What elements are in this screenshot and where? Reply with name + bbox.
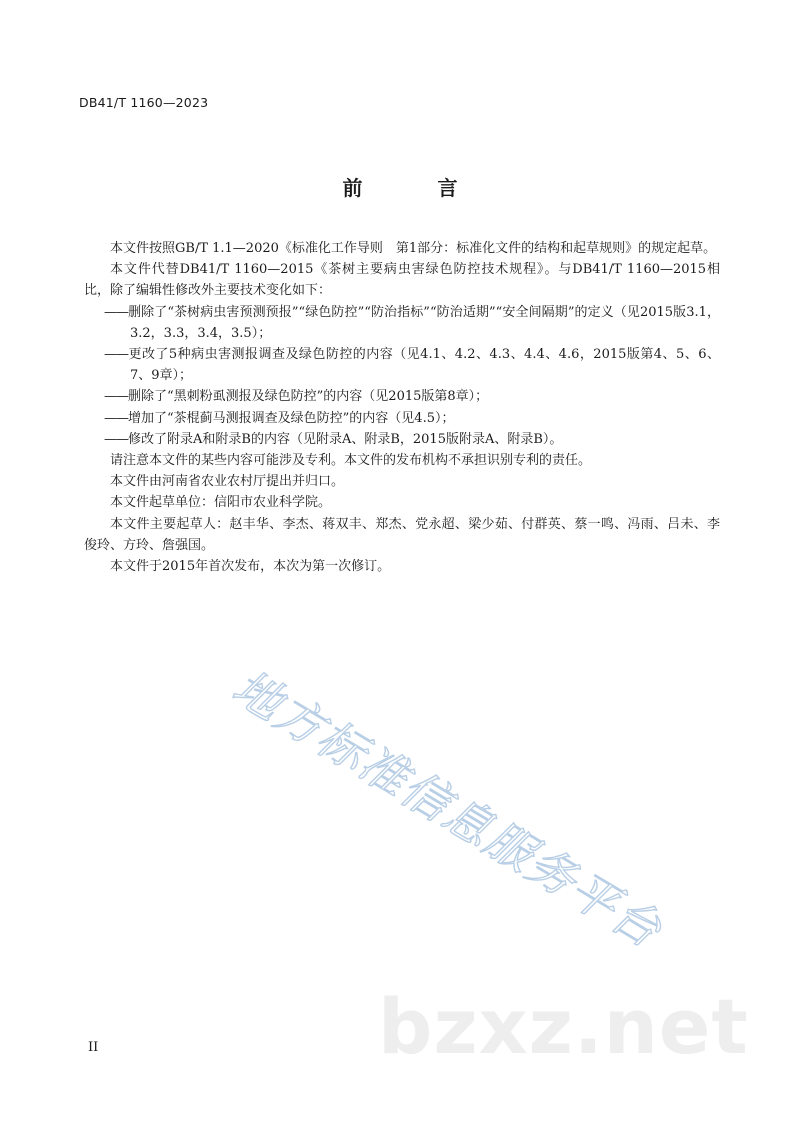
foreword-body [84,238,720,577]
paragraph-patent-notice: 请注意本文件的某些内容可能涉及专利。本文件的发布机构不承担识别专利的责任。 [110,453,592,469]
list-item [84,302,720,344]
watermark-chinese: 地方标准信息服务平台 [223,659,672,960]
paragraph-proposer: 本文件由河南省农业农村厅提出并归口。 [110,474,345,490]
list-dash: —— [104,304,128,320]
list-dash: —— [104,389,128,405]
list-item-text: 删除了“茶树病虫害预测预报”“绿色防控”“防治指标”“防治适期”“安全间隔期”的定义（见2015版3.1，3.2，3.3，3.4，3.5）； [128,304,720,341]
watermark-english: bzxz.net [378,982,749,1071]
list-item-text: 更改了5种病虫害测报调查及绿色防控的内容（见4.1、4.2、4.3、4.4、4.6，2015版第4、5、6、7、9章）； [128,347,720,384]
list-item [84,344,720,386]
paragraph-drafters: 本文件主要起草人：赵丰华、李杰、蒋双丰、郑杰、党永超、梁少茹、付群英、蔡一鸣、冯雨、吕未、李俊玲、方玲、詹强国。 [84,516,720,553]
list-dash: —— [104,431,128,447]
page-title: 前 言 [342,176,492,200]
paragraph-drafting-unit: 本文件起草单位：信阳市农业科学院。 [110,495,332,511]
list-item-text: 修改了附录A和附录B的内容（见附录A、附录B，2015版附录A、附录B）。 [128,431,563,447]
list-item-text: 增加了“茶棍蓟马测报调查及绿色防控”的内容（见4.5）； [128,410,455,426]
list-item-text: 删除了“黑刺粉虱测报及绿色防控”的内容（见2015版第8章）； [128,389,489,405]
list-item [84,408,720,429]
page-number: II [88,1040,99,1055]
list-dash: —— [104,347,128,363]
list-dash: —— [104,410,128,426]
paragraph-replacement: 本文件代替DB41/T 1160—2015《茶树主要病虫害绿色防控技术规程》。与DB41/T 1160—2015相比，除了编辑性修改外主要技术变化如下： [84,262,720,299]
paragraph-revision-history: 本文件于2015年首次发布，本次为第一次修订。 [110,559,391,575]
document-code: DB41/T 1160—2023 [79,95,209,110]
list-item [84,429,720,450]
paragraph-drafting-rules: 本文件按照GB/T 1.1—2020《标准化工作导则 第1部分：标准化文件的结构和起草规则》的规定起草。 [110,241,717,256]
list-item [84,386,720,407]
